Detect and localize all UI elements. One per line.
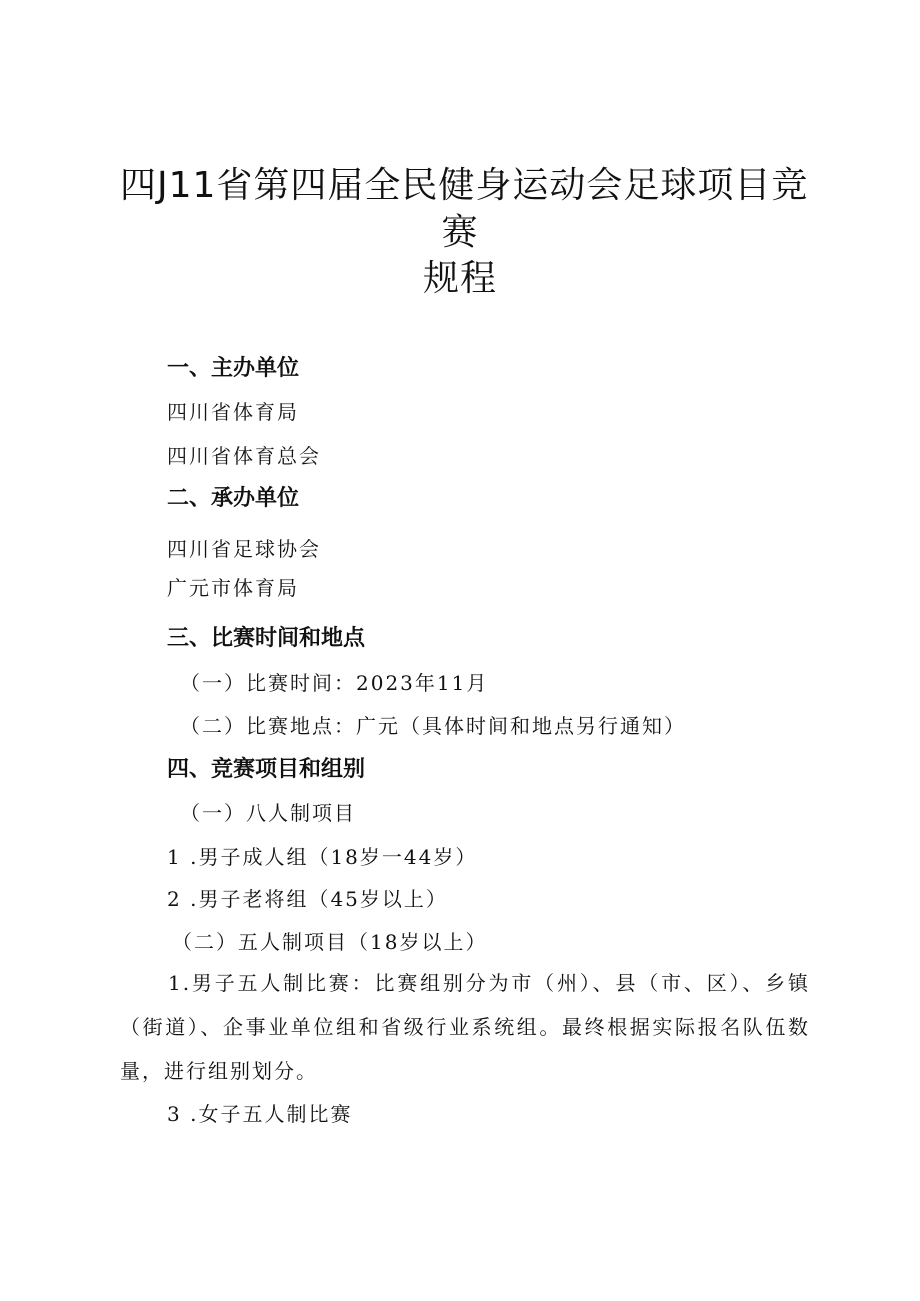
competition-place: （二）比赛地点：广元（具体时间和地点另行通知）	[180, 714, 686, 738]
section-heading-organizer: 一、主办单位	[167, 356, 300, 381]
organizer-item: 四川省体育总会	[167, 444, 321, 468]
five-a-side-men-paragraph: 1.男子五人制比赛：比赛组别分为市（州）、县（市、区）、乡镇（街道）、企事业单位组和省级行业系统组。最终根据实际报名队伍数量，进行组别划分。	[120, 971, 810, 1083]
event-item: 1 .男子成人组（18岁一44岁）	[167, 845, 478, 869]
event-item: 3 .女子五人制比赛	[167, 1102, 353, 1126]
document-title-line-3: 规程	[422, 258, 497, 299]
organizer-item: 四川省体育局	[167, 400, 299, 424]
event-item: 2 .男子老将组（45岁以上）	[167, 887, 448, 911]
section-heading-time-place: 三、比赛时间和地点	[167, 626, 366, 651]
document-title-line-1: 四J11省第四届全民健身运动会足球项目竞	[120, 165, 809, 206]
section-heading-events: 四、竞赛项目和组别	[167, 757, 366, 782]
host-item: 广元市体育局	[167, 576, 299, 600]
host-item: 四川省足球协会	[167, 537, 321, 561]
document-title-line-2: 赛	[441, 212, 479, 253]
subsection-eight-a-side: （一）八人制项目	[180, 801, 356, 825]
section-heading-host: 二、承办单位	[167, 486, 300, 511]
subsection-five-a-side: （二）五人制项目（18岁以上）	[172, 930, 488, 954]
competition-time: （一）比赛时间：2023年11月	[180, 671, 489, 695]
